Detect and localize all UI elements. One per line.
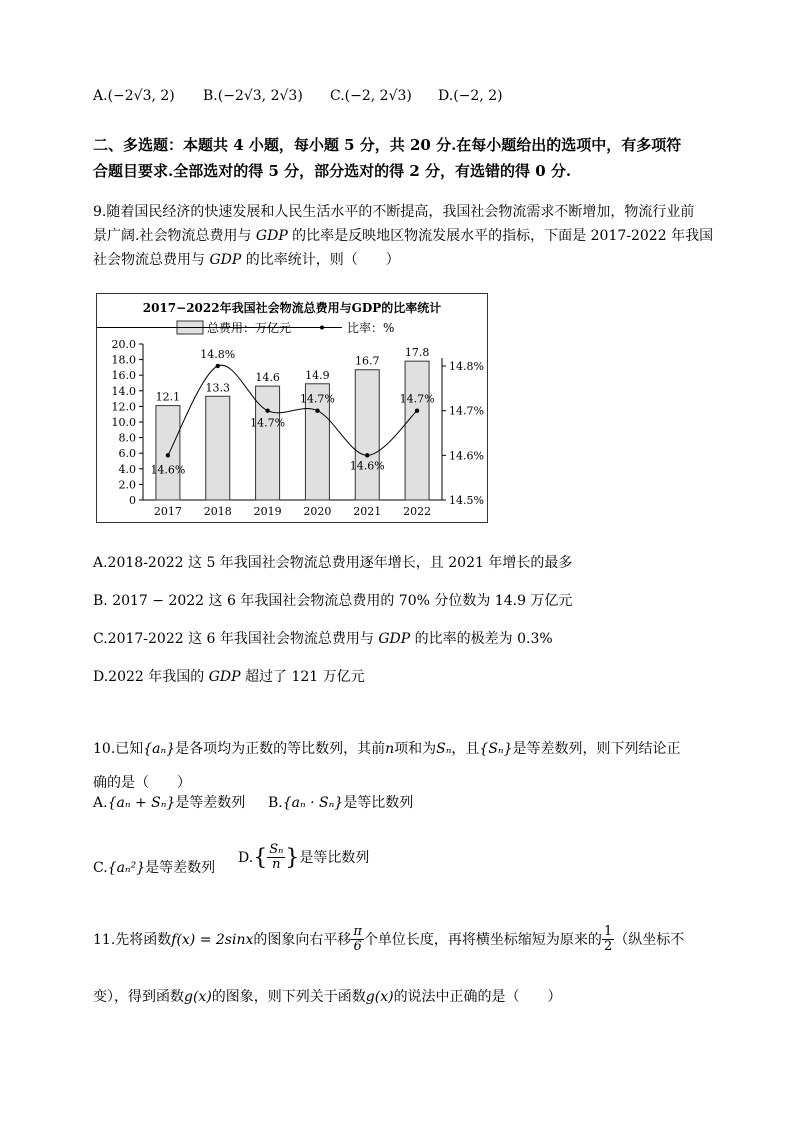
- legend-bar-label: 总费用：万亿元: [207, 321, 292, 335]
- ratio-label-2022: 14.7%: [399, 392, 435, 406]
- ratio-label-2019: 14.7%: [250, 416, 286, 430]
- bar-2018: [206, 396, 230, 500]
- y-left-tick-label: 12.0: [111, 400, 136, 414]
- q9-stem-line2: 景广阔.社会物流总费用与 GDP 的比率是反映地区物流发展水平的指标，下面是 2017-2022 年我国: [93, 228, 714, 244]
- bar-label-2018: 13.3: [205, 381, 230, 395]
- chart-title: 2017−2022年我国社会物流总费用与GDP的比率统计: [142, 301, 442, 315]
- x-tick-label-2018: 2018: [203, 505, 232, 518]
- ratio-point-2017: [166, 453, 170, 457]
- q11-stem-line1: 11.先将函数f(x) = 2sinx的图象向右平移 $\frac{\pi}{6}$ 个单位长度，再将横坐标缩短为原来的 $\frac{1}{2}$ （纵坐标不: [93, 924, 685, 955]
- legend-line-label: 比率：%: [347, 321, 395, 335]
- logistics-chart: [97, 294, 487, 522]
- section2-heading-line2: 合题目要求.全部选对的得 5 分，部分选对的得 2 分，有选错的得 0 分.: [93, 162, 572, 180]
- q9-option-b: B. 2017 − 2022 这 6 年我国社会物流总费用的 70% 分位数为 14.9 万亿元: [93, 593, 573, 609]
- legend-line-marker: [320, 326, 324, 330]
- q8-option-d: D.(−2, 2): [438, 88, 503, 104]
- y-left-tick-label: 16.0: [111, 369, 136, 383]
- bar-label-2020: 14.9: [305, 368, 330, 382]
- q10-option-b: B.{aₙ · Sₙ}是等比数列: [268, 795, 414, 811]
- chart-frame: [96, 293, 488, 523]
- bar-2021: [355, 370, 379, 500]
- q10-option-c: C.{aₙ²}是等差数列: [93, 860, 216, 876]
- y-left-tick-label: 20.0: [111, 338, 136, 351]
- q10-option-a: A.{aₙ + Sₙ}是等差数列: [93, 795, 246, 811]
- x-tick-label-2019: 2019: [253, 505, 282, 518]
- q9-option-a: A.2018-2022 这 5 年我国社会物流总费用逐年增长，且 2021 年增长的最多: [93, 555, 573, 571]
- q10-stem-line2: 确的是（ ）: [93, 775, 191, 791]
- x-tick-label-2021: 2021: [353, 505, 382, 518]
- q10-option-d: D.{ $\frac{\text{Sₙ}}{n}$ }是等比数列: [238, 842, 370, 873]
- ratio-label-2018: 14.8%: [200, 348, 236, 361]
- x-tick-label-2022: 2022: [403, 505, 432, 518]
- y-left-tick-label: 14.0: [111, 384, 136, 398]
- ratio-label-2020: 14.7%: [299, 392, 335, 406]
- x-tick-label-2020: 2020: [303, 505, 332, 518]
- q8-option-b: B.(−2√3, 2√3): [203, 88, 303, 104]
- q9-stem-line1: 9.随着国民经济的快速发展和人民生活水平的不断提高，我国社会物流需求不断增加，物流行业前: [93, 204, 695, 220]
- y-left-tick-label: 10.0: [111, 416, 136, 429]
- q8-option-c: C.(−2, 2√3): [330, 88, 412, 104]
- section2-heading-line1: 二、多选题：本题共 4 小题，每小题 5 分，共 20 分.在每小题给出的选项中，有多项符: [93, 136, 682, 154]
- y-right-tick-label: 14.8%: [449, 360, 484, 373]
- bar-label-2019: 14.6: [255, 371, 280, 385]
- y-left-tick-label: 18.0: [111, 353, 136, 367]
- bar-2022: [405, 361, 429, 500]
- y-left-tick-label: 2.0: [118, 478, 136, 492]
- q11-stem-line2: 变），得到函数g(x)的图象，则下列关于函数g(x)的说法中正确的是（ ）: [93, 989, 562, 1005]
- q9-option-c: C.2017-2022 这 6 年我国社会物流总费用与 GDP 的比率的极差为 0.3%: [93, 631, 553, 647]
- q9-option-d: D.2022 年我国的 GDP 超过了 121 万亿元: [93, 669, 365, 685]
- ratio-point-2021: [365, 453, 369, 457]
- bar-label-2022: 17.8: [404, 346, 430, 360]
- bar-label-2017: 12.1: [155, 390, 181, 404]
- y-right-tick-label: 14.7%: [449, 404, 484, 418]
- y-left-tick-label: 8.0: [118, 431, 136, 445]
- bar-2017: [156, 406, 180, 500]
- x-tick-label-2017: 2017: [153, 505, 182, 518]
- q8-option-a: A.(−2√3, 2): [93, 88, 175, 104]
- y-left-tick-label: 4.0: [118, 462, 136, 476]
- q10-stem-line1: 10.已知{aₙ}是各项均为正数的等比数列，其前n项和为Sₙ，且{Sₙ}是等差数列，则下列结论正: [93, 741, 681, 757]
- y-right-tick-label: 14.5%: [449, 494, 484, 507]
- ratio-label-2021: 14.6%: [349, 459, 385, 473]
- q9-stem-line3: 社会物流总费用与 GDP 的比率统计，则（ ）: [93, 252, 400, 268]
- ratio-point-2018: [216, 364, 220, 368]
- ratio-point-2022: [415, 408, 419, 412]
- y-left-tick-label: 0: [129, 494, 136, 507]
- bar-label-2021: 16.7: [355, 354, 380, 368]
- y-right-tick-label: 14.6%: [449, 449, 484, 463]
- ratio-point-2019: [265, 408, 269, 412]
- y-left-tick-label: 6.0: [118, 447, 136, 461]
- ratio-label-2017: 14.6%: [150, 463, 186, 477]
- ratio-point-2020: [315, 408, 319, 412]
